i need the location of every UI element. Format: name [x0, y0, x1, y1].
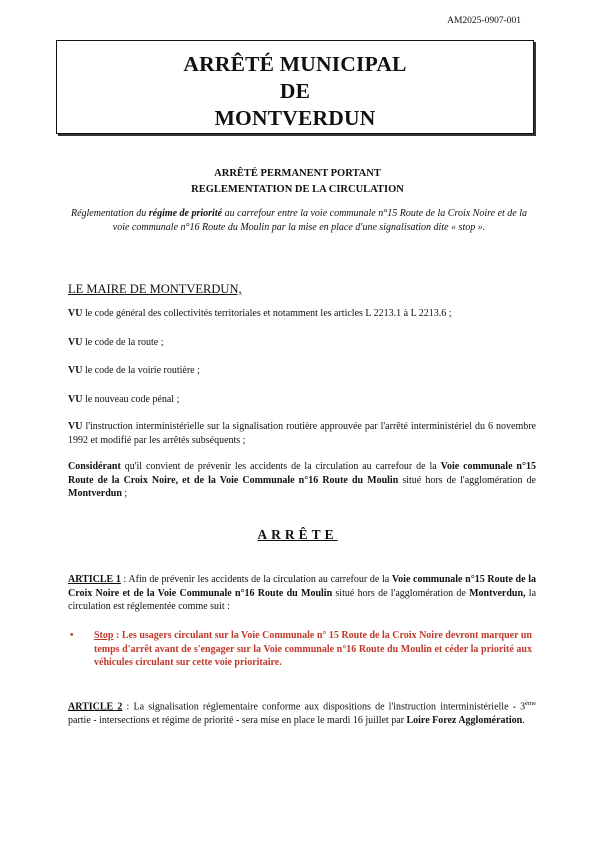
maire-heading: LE MAIRE DE MONTVERDUN,: [68, 282, 242, 296]
article-2: [68, 697, 536, 727]
vu-paragraph: [68, 393, 536, 407]
intro-text: Réglementation du: [70, 208, 149, 219]
intro-paragraph: [64, 207, 534, 234]
article-text: partie - intersections et régime de priorité - sera mise en place le mardi 16 juillet par: [68, 714, 407, 726]
vu-paragraph: [68, 307, 536, 321]
considerant-lead: Considérant: [68, 461, 121, 472]
vu-lead: VU: [68, 337, 83, 348]
considerant-text: qu'il convient de prévenir les accidents de la circulation au carrefour de la: [120, 461, 441, 472]
intro-bold: régime de priorité: [148, 208, 223, 219]
vu-text: le code général des collectivités territoriales et notamment les articles L 2213.1 à L 2213.6 ;: [82, 308, 452, 319]
vu-lead: VU: [68, 365, 83, 376]
title-line-3: MONTVERDUN: [214, 106, 376, 130]
stop-rule: [70, 629, 532, 670]
title-line-2: DE: [279, 79, 311, 103]
article-text: .: [522, 714, 525, 726]
vu-lead: VU: [68, 421, 83, 432]
stop-text: : Les usagers circulant sur la Voie Communale n° 15 Route de la Croix Noire devront marquer un temps d'arrêt avant de s'engager sur la Voie communale n°16 Route du Moulin et céder la priorité aux véhicules circulant sur cette voie prioritaire.: [94, 630, 532, 668]
considerant-bold: Voie communale n°15 Route de la Croix Noire, et de la Voie Communale n°16 Route du Moulin: [68, 461, 536, 486]
article-1-label: ARTICLE 1: [68, 574, 121, 585]
article-1: [68, 573, 536, 614]
arrete-heading: ARRÊTE: [257, 527, 338, 542]
article-bold: Loire Forez Agglomération: [406, 714, 523, 726]
considerant-paragraph: [68, 460, 536, 501]
article-text: : Afin de prévenir les accidents de la circulation au carrefour de la: [120, 574, 392, 585]
vu-paragraph: [68, 364, 536, 378]
article-text: : La signalisation réglementaire conforme aux dispositions de l'instruction interministérielle - 3: [122, 701, 526, 713]
vu-text: l'instruction interministérielle sur la signalisation routière approuvée par l'arrêté interministériel du 6 novembre 1992 et modifié par les arrêtés subséquents ;: [68, 421, 536, 446]
article-2-label: ARTICLE 2: [68, 701, 123, 713]
vu-lead: VU: [68, 308, 83, 319]
vu-paragraph: [68, 336, 536, 350]
title-line-1: ARRÊTÉ MUNICIPAL: [183, 52, 407, 76]
vu-lead: VU: [68, 394, 83, 405]
subtitle-line-1: ARRÊTÉ PERMANENT PORTANT: [214, 168, 381, 179]
document-reference: AM2025-0907-001: [447, 16, 521, 26]
subtitle-line-2: REGLEMENTATION DE LA CIRCULATION: [191, 184, 404, 195]
article-text: situé hors de l'agglomération de: [332, 587, 470, 599]
title-box: [56, 40, 534, 134]
stop-label: Stop: [94, 630, 114, 641]
considerant-text: ;: [121, 488, 128, 499]
article-bold: Voie communale n°15 Route de la Croix Noire et de la Voie Communale n°16 Route du Moulin: [68, 574, 536, 599]
vu-text: le code de la voirie routière ;: [82, 365, 200, 376]
superscript: ème: [525, 700, 536, 707]
article-text: la circulation est réglementée comme suit :: [68, 587, 537, 612]
vu-paragraph: [68, 420, 536, 447]
intro-text: au carrefour entre la voie communale n°15 Route de la Croix Noire et de la voie communale n°16 Route du Moulin par la mise en place d'une signalisation dite « stop ».: [112, 208, 528, 233]
article-bold: Montverdun,: [469, 587, 526, 599]
considerant-bold: Montverdun: [68, 488, 122, 499]
considerant-text: situé hors de l'agglomération de: [398, 474, 537, 486]
vu-text: le code de la route ;: [82, 337, 164, 348]
vu-text: le nouveau code pénal ;: [82, 394, 180, 405]
bullet: •: [70, 630, 74, 641]
